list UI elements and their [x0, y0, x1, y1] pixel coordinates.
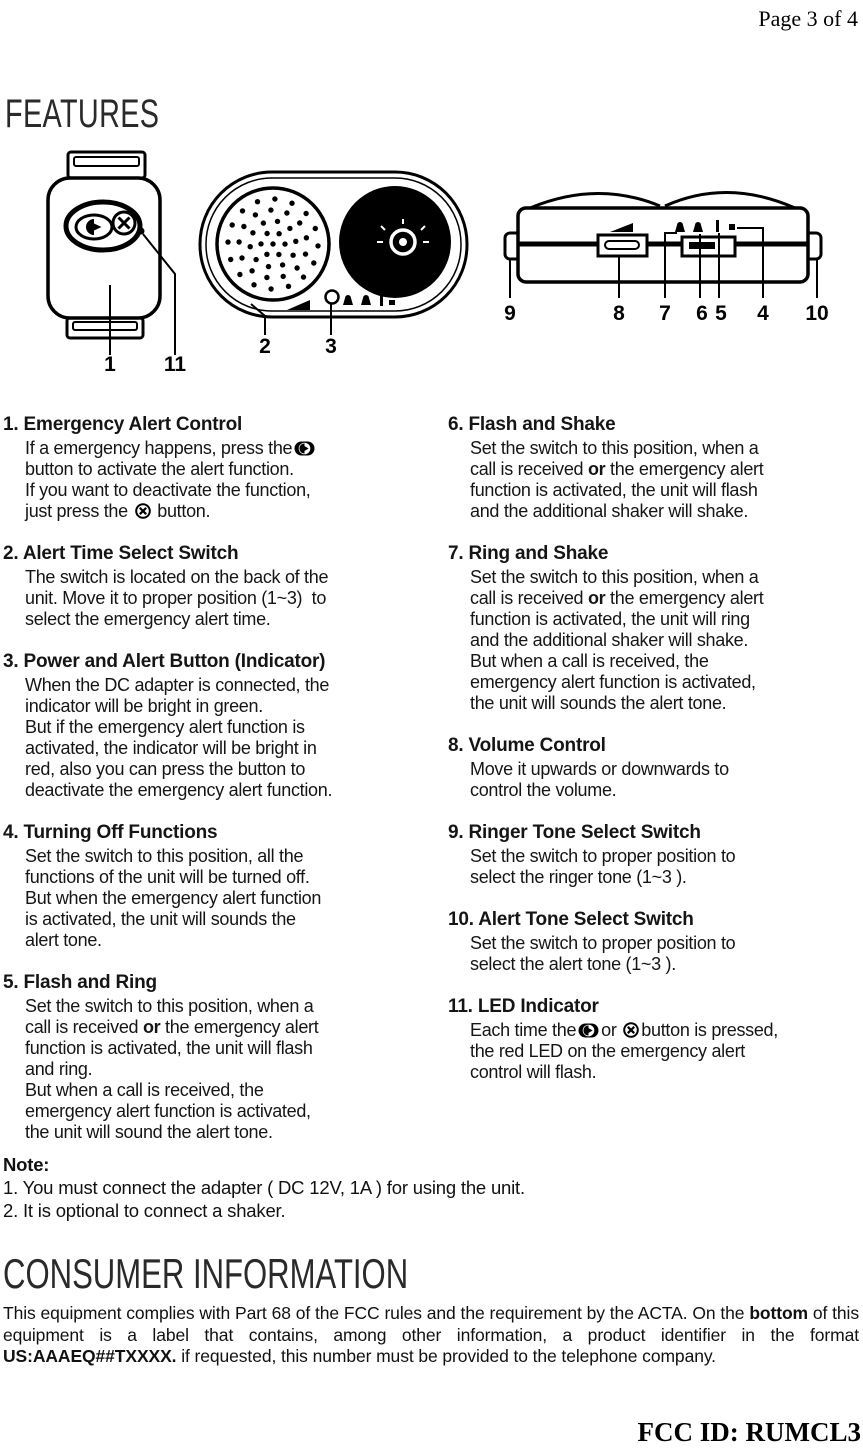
- feature-item-11: [448, 996, 860, 1083]
- page-indicator: Page 3 of 4: [758, 6, 858, 31]
- alert-deactivate-icon: [119, 218, 130, 229]
- alert-tone-switch: [808, 233, 821, 259]
- alert-activate-icon: [86, 219, 94, 235]
- feature-item-1: [3, 414, 443, 522]
- led-indicator-dot: [138, 228, 145, 235]
- feature-title: 2. Alert Time Select Switch: [3, 543, 239, 564]
- device-diagrams: [25, 140, 855, 385]
- feature-title: 8. Volume Control: [448, 735, 606, 756]
- note-section: [3, 1153, 525, 1222]
- feature-body: Set the switch to this position, when a call is received or the emergency alert function is activated, the unit will flash and ring. But when a call is received, the emergency alert function is activated, the unit will sound the alert tone.: [25, 996, 319, 1142]
- ring-icon: [343, 295, 353, 305]
- ringer-tone-switch: [505, 233, 518, 259]
- diagram-label-7: 7: [659, 302, 671, 325]
- feature-item-6: [448, 414, 860, 522]
- ring-icon: [693, 222, 703, 232]
- remote-control-diagram: [48, 152, 175, 355]
- ring-icon: [675, 222, 685, 232]
- alert-activate-icon: [578, 1023, 599, 1038]
- note-line: 2. It is optional to connect a shaker.: [3, 1200, 286, 1221]
- diagram-label-2: 2: [259, 335, 271, 358]
- consumer-information-heading: CONSUMER INFORMATION: [3, 1250, 409, 1297]
- feature-item-4: [3, 822, 443, 951]
- feature-body: Set the switch to proper position to select the alert tone (1~3 ).: [470, 933, 736, 974]
- feature-body: Each time the or button is pressed, the red LED on the emergency alert control will flash.: [470, 1020, 778, 1082]
- diagram-label-4: 4: [757, 302, 769, 325]
- feature-item-8: [448, 735, 860, 801]
- fcc-id: FCC ID: RUMCL3: [637, 1417, 861, 1447]
- strobe-light: [339, 186, 451, 298]
- feature-body: Set the switch to this position, when a call is received or the emergency alert function is activated, the unit will ring and the additional shaker will shake. But when a call is received, the emergency alert function is activated, the unit will sounds the alert tone.: [470, 567, 764, 713]
- features-column-right: [448, 414, 860, 1104]
- feature-item-2: [3, 543, 443, 630]
- diagram-label-9: 9: [504, 302, 516, 325]
- feature-title: 6. Flash and Shake: [448, 414, 616, 435]
- feature-item-9: [448, 822, 860, 888]
- power-alert-button: [326, 291, 339, 304]
- features-list: [3, 414, 860, 1164]
- features-column-left: [3, 414, 443, 1164]
- diagram-label-8: 8: [613, 302, 625, 325]
- volume-arrow-icon: [287, 300, 310, 310]
- feature-title: 10. Alert Tone Select Switch: [448, 909, 694, 930]
- feature-title: 11. LED Indicator: [448, 996, 599, 1017]
- consumer-information-paragraph: This equipment complies with Part 68 of the FCC rules and the requirement by the ACTA. On the bottom of this equipment is a label that contains, among other information, a product identifier in the format US:AAAEQ##TXXXX. if requested, this number must be provided to the telephone company.: [3, 1303, 859, 1366]
- alert-activate-icon: [93, 223, 102, 231]
- diagram-label-10: 10: [805, 302, 829, 325]
- feature-body: The switch is located on the back of the unit. Move it to proper position (1~3) to select the emergency alert time.: [25, 567, 329, 629]
- diagram-label-11: 11: [163, 353, 187, 376]
- feature-body: Move it upwards or downwards to control the volume.: [470, 759, 729, 800]
- diagram-label-5: 5: [715, 302, 727, 325]
- feature-body: Set the switch to this position, when a call is received or the emergency alert function is activated, the unit will flash and the additional shaker will shake.: [470, 438, 764, 521]
- feature-title: 3. Power and Alert Button (Indicator): [3, 651, 326, 672]
- feature-title: 7. Ring and Shake: [448, 543, 609, 564]
- features-heading: FEATURES: [5, 92, 160, 136]
- ring-icon: [361, 295, 371, 305]
- speaker-grille-dots: [225, 196, 320, 291]
- note-heading: Note:: [3, 1154, 50, 1175]
- feature-title: 4. Turning Off Functions: [3, 822, 218, 843]
- feature-item-3: [3, 651, 443, 801]
- feature-body: Set the switch to proper position to select the ringer tone (1~3 ).: [470, 846, 736, 887]
- feature-title: 5. Flash and Ring: [3, 972, 157, 993]
- feature-body: When the DC adapter is connected, the indicator will be bright in green. But if the emergency alert function is activated, the indicator will be bright in red, also you can press the button to deactivate the emergency alert function.: [25, 675, 333, 800]
- diagram-label-1: 1: [104, 353, 116, 376]
- feature-body: If a emergency happens, press the button to activate the alert function. If you want to deactivate the function, just press the button.: [25, 438, 443, 522]
- feature-title: 9. Ringer Tone Select Switch: [448, 822, 701, 843]
- feature-item-7: [448, 543, 860, 714]
- back-view-diagram: [505, 192, 821, 298]
- feature-item-5: [3, 972, 443, 1143]
- front-view-diagram: [200, 172, 467, 335]
- diagram-label-6: 6: [696, 302, 708, 325]
- volume-arrow-icon: [610, 223, 633, 232]
- feature-title: 1. Emergency Alert Control: [3, 414, 243, 435]
- alert-deactivate-icon: [623, 1022, 639, 1038]
- alert-deactivate-icon: [135, 503, 151, 519]
- feature-item-10: [448, 909, 860, 975]
- diagram-label-3: 3: [325, 335, 337, 358]
- alert-activate-icon: [294, 441, 315, 456]
- feature-body: Set the switch to this position, all the functions of the unit will be turned off. But when the emergency alert function is activated, the unit will sounds the alert tone.: [25, 846, 322, 950]
- note-line: 1. You must connect the adapter ( DC 12V, 1A ) for using the unit.: [3, 1177, 525, 1198]
